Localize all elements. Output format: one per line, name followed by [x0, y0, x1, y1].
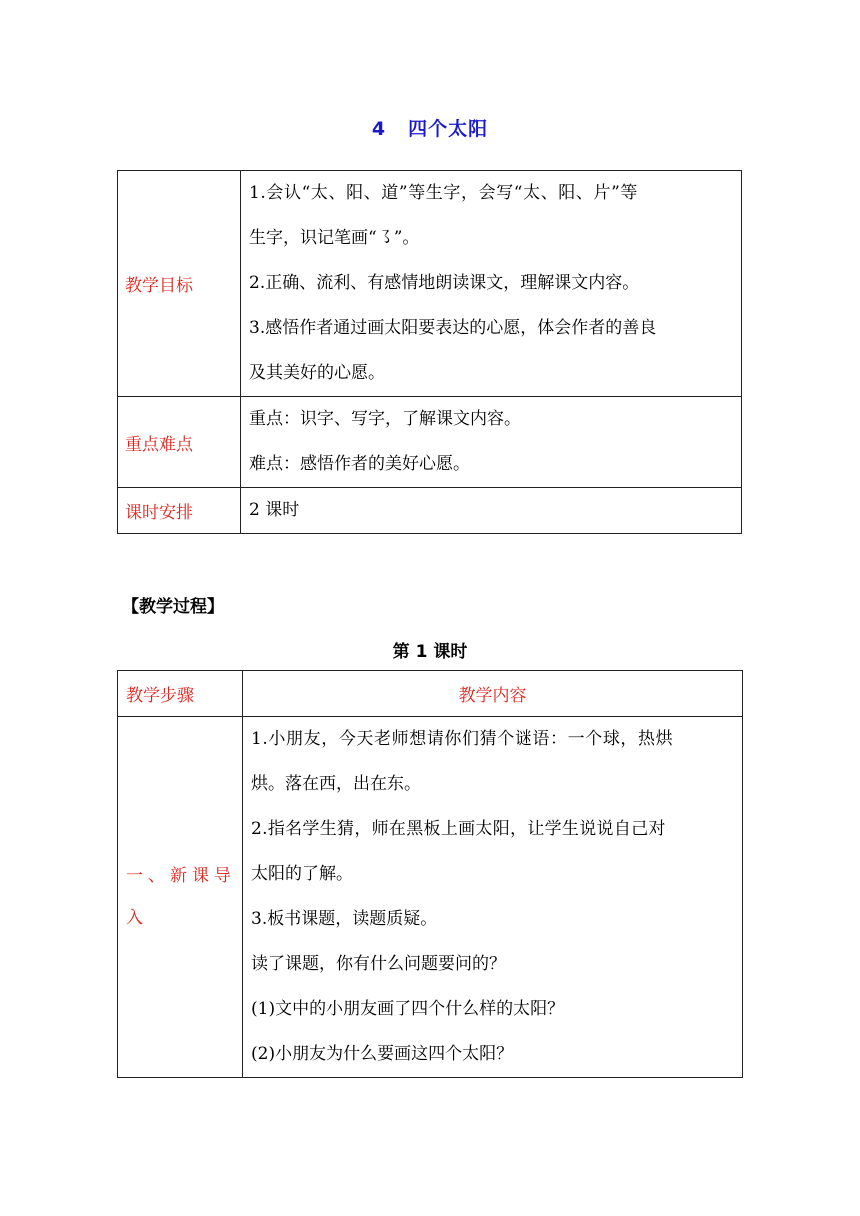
table-row	[118, 488, 742, 534]
step-content-line: (2)小朋友为什么要画这四个太阳？	[251, 1044, 514, 1064]
step-content-line: 太阳的了解。	[251, 864, 353, 884]
goals-line: 3.感悟作者通过画太阳要表达的心愿，体会作者的善良	[249, 318, 657, 338]
step-content-line: (1)文中的小朋友画了四个什么样的太阳？	[251, 999, 565, 1019]
goals-label: 教学目标	[118, 171, 241, 397]
content-header: 教学内容	[243, 671, 743, 717]
schedule-label: 课时安排	[118, 488, 241, 534]
step-label	[118, 717, 243, 1078]
goals-line: 1.会认“太、阳、道”等生字，会写“太、阳、片”等	[249, 183, 638, 203]
goals-line: 生字，识记笔画“㇌”。	[249, 228, 420, 248]
overview-table	[117, 170, 742, 534]
lesson-number: 4	[371, 118, 387, 140]
period-heading: 第 1 课时	[392, 642, 468, 662]
table-header-row	[118, 671, 743, 717]
step-content-line: 3.板书课题，读题质疑。	[251, 909, 438, 929]
table-row	[118, 171, 742, 397]
lesson-title-text: 四个太阳	[408, 118, 489, 140]
schedule-content	[241, 488, 742, 534]
schedule-line: 2 课时	[249, 500, 300, 520]
key-points-label: 重点难点	[118, 397, 241, 488]
step-label-line: 一、新课导	[126, 866, 236, 886]
goals-line: 及其美好的心愿。	[249, 363, 385, 383]
key-points-line: 重点：识字、写字，了解课文内容。	[249, 409, 521, 429]
table-row	[118, 397, 742, 488]
step-content-line: 1.小朋友，今天老师想请你们猜个谜语：一个球，热烘	[251, 729, 674, 749]
step-header: 教学步骤	[118, 671, 243, 717]
step-content-line: 读了课题，你有什么问题要问的？	[251, 954, 506, 974]
process-heading: 【教学过程】	[122, 597, 224, 617]
goals-line: 2.正确、流利、有感情地朗读课文，理解课文内容。	[249, 273, 640, 293]
table-row	[118, 717, 743, 1078]
step-content-line: 烘。落在西，出在东。	[251, 774, 421, 794]
key-points-line: 难点：感悟作者的美好心愿。	[249, 454, 470, 474]
steps-table	[117, 670, 743, 1078]
step-content	[243, 717, 743, 1078]
key-points-content	[241, 397, 742, 488]
step-content-line: 2.指名学生猜，师在黑板上画太阳，让学生说说自己对	[251, 819, 666, 839]
lesson-title	[0, 114, 860, 141]
goals-content	[241, 171, 742, 397]
step-label-line: 入	[126, 908, 143, 928]
